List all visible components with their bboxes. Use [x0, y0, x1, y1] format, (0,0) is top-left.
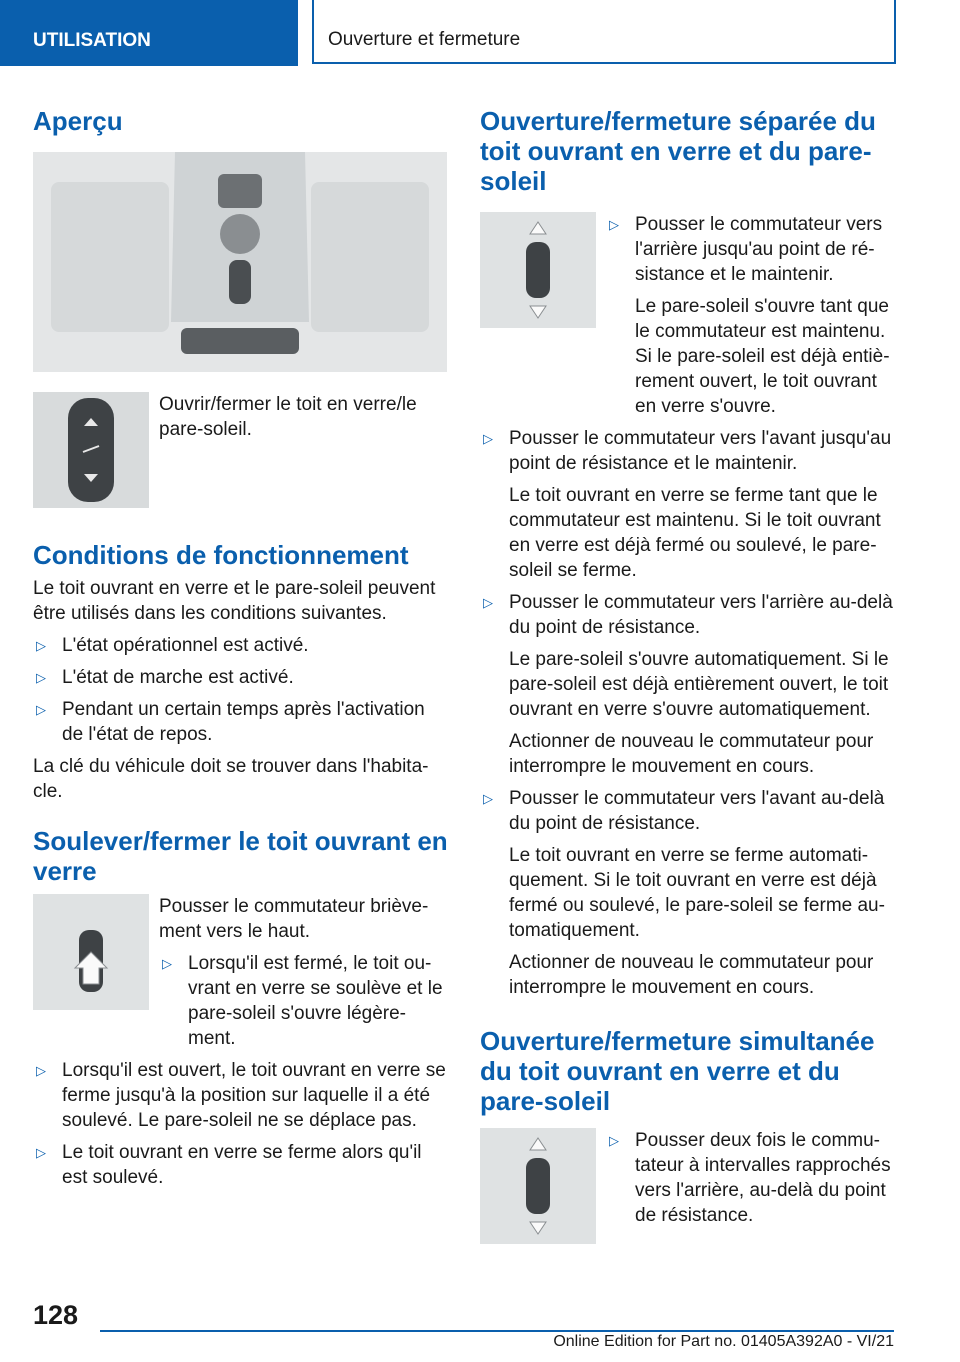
topic-title: Ouverture et fermeture [312, 0, 896, 64]
page-number: 128 [33, 1300, 79, 1330]
heading-simultanee: Ouverture/fermeture simultanée du toit ouvrant en verre et du pare-soleil [480, 1026, 875, 1116]
list-item: ▷ Pousser le commutateur vers l'arrière jusqu'au point de ré-sistance et le maintenir. [609, 214, 883, 285]
page-header [0, 0, 960, 66]
list-item: ▷ Pendant un certain temps après l'activation de l'état de repos. [36, 699, 425, 745]
bullet-icon: ▷ [36, 670, 46, 685]
list-item: ▷ L'état de marche est activé. [36, 667, 294, 688]
bullet-icon: ▷ [483, 791, 493, 806]
soulever-intro: Pousser le commutateur briève-ment vers le haut. [159, 896, 429, 942]
list-item: ▷ Pousser deux fois le commu-tateur à intervalles rapprochés vers l'arrière, au-delà du point de résistance. [609, 1130, 891, 1226]
heading-conditions: Conditions de fonctionnement [33, 540, 409, 570]
list-item: ▷ Lorsqu'il est fermé, le toit ou-vrant en verre se soulève et le pare-soleil s'ouvre légère-ment. [162, 953, 443, 1049]
list-item: ▷ Le toit ouvrant en verre se ferme alors qu'il est soulevé. [36, 1142, 422, 1188]
paragraph: Le pare-soleil s'ouvre automatiquement. Si le pare-soleil est déjà entièrement ouvert, le toit ouvrant en verre s'ouvre automatiquement. [509, 649, 889, 720]
left-column [33, 100, 449, 1197]
list-item: ▷ L'état opérationnel est activé. [36, 635, 309, 656]
footer-rule [100, 1330, 894, 1332]
paragraph: Actionner de nouveau le commutateur pour interrompre le mouvement en cours. [509, 952, 874, 998]
conditions-intro: Le toit ouvrant en verre et le pare-soleil peuvent être utilisés dans les conditions suivantes. [33, 578, 436, 624]
simultanee-block [480, 1128, 896, 1250]
switch-both-image-2 [480, 1128, 596, 1244]
bullet-icon: ▷ [36, 1145, 46, 1160]
paragraph: Le pare-soleil s'ouvre tant que le commutateur est maintenu. Si le pare-soleil est déjà entiè-rement ouvert, le toit ouvrant en verre s'ouvre. [635, 296, 890, 417]
bullet-icon: ▷ [609, 1133, 619, 1148]
switch-both-image [480, 212, 596, 328]
switch-image [33, 392, 149, 508]
page-footer [0, 1298, 960, 1362]
bullet-icon: ▷ [162, 956, 172, 971]
edition-text: Online Edition for Part no. 01405A392A0 - VI/21 [553, 1333, 894, 1350]
bullet-icon: ▷ [609, 217, 619, 232]
soulever-block [33, 894, 449, 1058]
bullet-icon: ▷ [36, 1063, 46, 1078]
list-item: ▷ Pousser le commutateur vers l'avant jusqu'au point de résistance et le maintenir. [483, 428, 892, 474]
heading-separee: Ouverture/fermeture séparée du toit ouvrant en verre et du pare-soleil [480, 106, 876, 196]
switch-up-image [33, 894, 149, 1010]
bullet-icon: ▷ [483, 431, 493, 446]
paragraph: Le toit ouvrant en verre se ferme tant que le commutateur est maintenu. Si le toit ouvrant en verre est déjà fermé ou soulevé, le pare-soleil se ferme. [509, 485, 881, 581]
list-item: ▷ Pousser le commutateur vers l'avant au-delà du point de résistance. [483, 788, 885, 834]
overview-image [33, 152, 447, 372]
section-tab: UTILISATION [0, 0, 298, 66]
bullet-icon: ▷ [36, 702, 46, 717]
list-item: ▷ Lorsqu'il est ouvert, le toit ouvrant en verre se ferme jusqu'à la position sur laquelle il a été soulevé. Le pare-soleil ne se déplace pas. [36, 1060, 446, 1131]
caption-block [33, 392, 449, 514]
heading-soulever: Soulever/fermer le toit ouvrant en verre [33, 826, 448, 886]
bullet-icon: ▷ [483, 595, 493, 610]
separee-block [480, 212, 896, 426]
conditions-outro: La clé du véhicule doit se trouver dans l'habita-cle. [33, 756, 429, 802]
heading-apercu: Aperçu [33, 106, 123, 136]
paragraph: Le toit ouvrant en verre se ferme automati-quement. Si le toit ouvrant en verre est déjà fermé ou soulevé, le pare-soleil se ferme au-tomatiquement. [509, 845, 885, 941]
paragraph: Actionner de nouveau le commutateur pour interrompre le mouvement en cours. [509, 731, 874, 777]
right-column [480, 100, 896, 1250]
list-item: ▷ Pousser le commutateur vers l'arrière au-delà du point de résistance. [483, 592, 893, 638]
bullet-icon: ▷ [36, 638, 46, 653]
caption-text: Ouvrir/fermer le toit en verre/le pare-soleil. [159, 394, 417, 440]
